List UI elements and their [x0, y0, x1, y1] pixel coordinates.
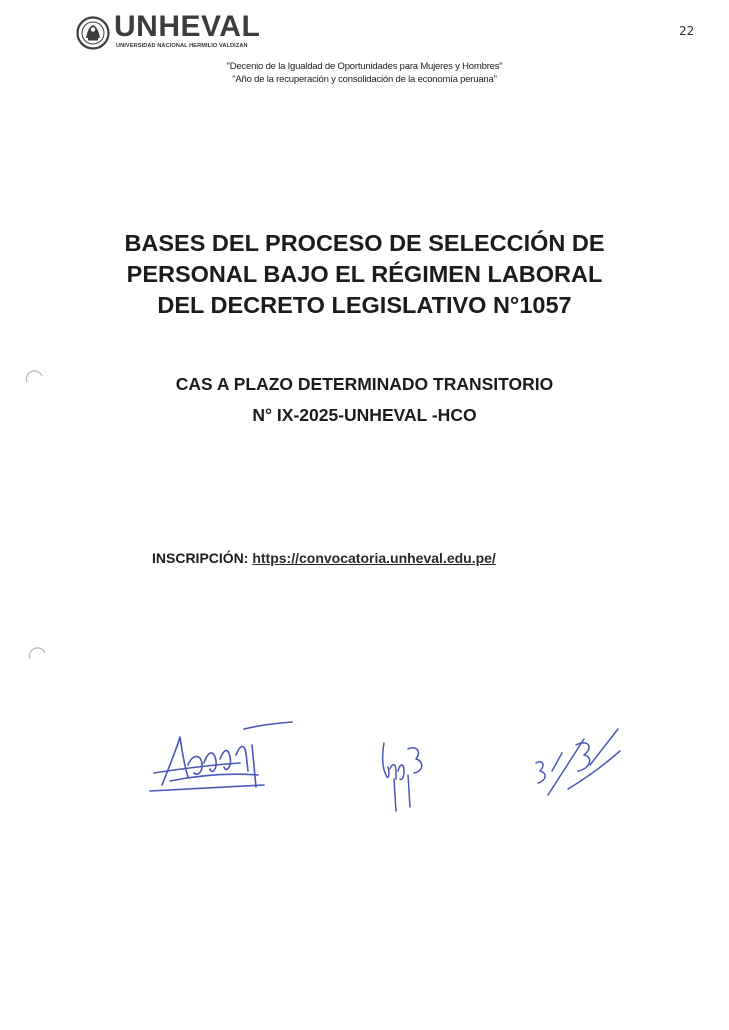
signature-3 [528, 725, 628, 805]
registration-link[interactable]: https://convocatoria.unheval.edu.pe/ [252, 550, 496, 566]
punch-hole-mark [24, 368, 46, 390]
logo-name: UNHEVAL [114, 10, 261, 43]
subtitle-line-1: CAS A PLAZO DETERMINADO TRANSITORIO [175, 374, 554, 394]
punch-hole-mark [27, 644, 49, 666]
title-line-2: PERSONAL BAJO EL RÉGIMEN LABORAL [126, 261, 603, 287]
title-line-1: BASES DEL PROCESO DE SELECCIÓN DE [124, 230, 605, 256]
page-number: 22 [679, 24, 695, 38]
registration-line [152, 550, 496, 566]
logo-subtitle: UNIVERSIDAD NACIONAL HERMILIO VALDIZAN [116, 43, 248, 49]
year-slogan: "Año de la recuperación y consolidación de la economía peruana" [232, 74, 497, 85]
signature-1 [140, 715, 300, 800]
process-subtitle [0, 369, 729, 431]
subtitle-line-2: N° IX-2025-UNHEVAL -HCO [252, 405, 477, 425]
document-title [0, 228, 729, 321]
unheval-logo [76, 10, 276, 56]
title-line-3: DEL DECRETO LEGISLATIVO N°1057 [157, 292, 572, 318]
decade-slogan: "Decenio de la Igualdad de Oportunidades para Mujeres y Hombres" [226, 61, 503, 72]
registration-label: INSCRIPCIÓN: [152, 550, 249, 566]
university-seal-icon [76, 16, 110, 50]
signature-2 [372, 735, 442, 815]
